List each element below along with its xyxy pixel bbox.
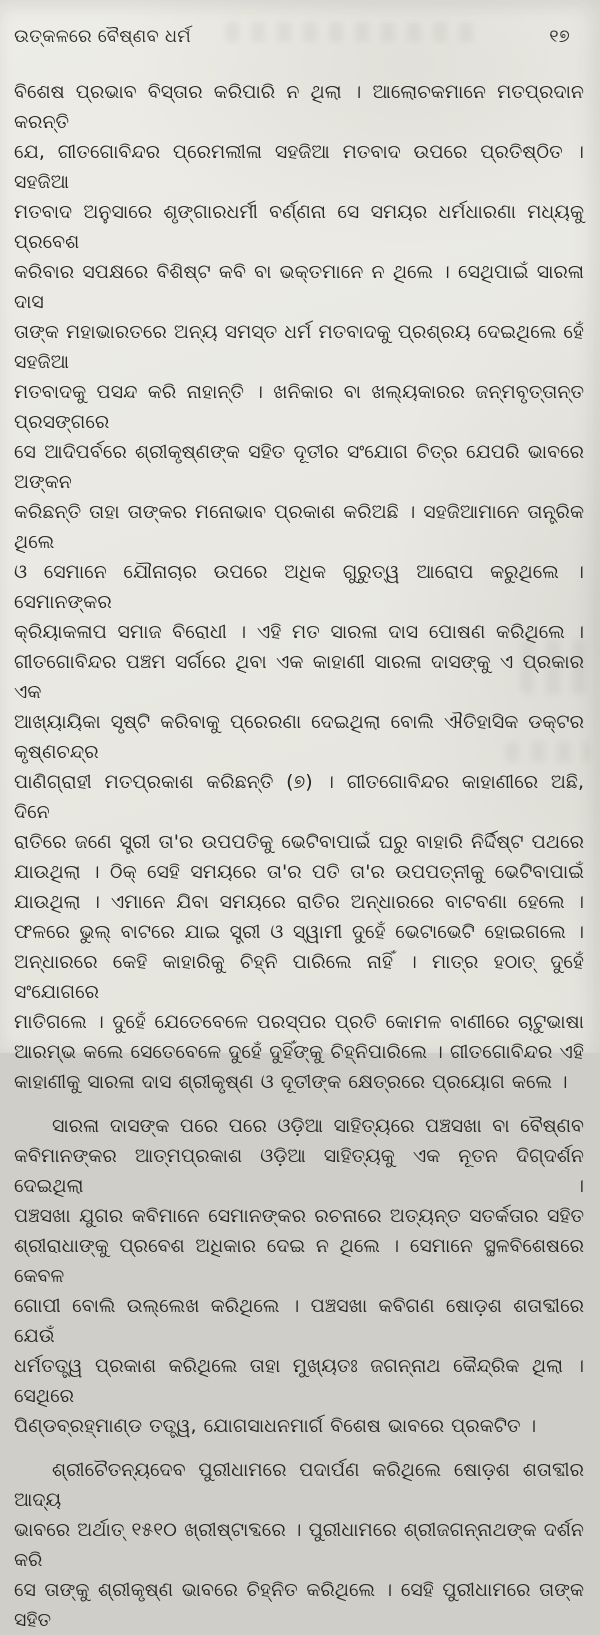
paragraph — [14, 1111, 584, 1441]
page-number: ୧୭ — [549, 26, 570, 47]
text-line: ଫଳରେ ଭୁଲ୍ ବାଟରେ ଯାଇ ସ୍ତ୍ରୀ ଓ ସ୍ୱାମୀ ଦୁହେଁ ଭେଟାଭେଟି ହୋଇଗଲେ । — [14, 921, 584, 943]
page-body — [14, 77, 584, 1635]
text-line: ରାତିରେ ଜଣେ ସ୍ତ୍ରୀ ତା'ର ଉପପତିକୁ ଭେଟିବାପାଇଁ ଘରୁ ବାହାରି ନିର୍ଦ୍ଦିଷ୍ଟ ପଥରେ — [14, 831, 584, 853]
text-line: ଗୀତଗୋବିନ୍ଦର ପଞ୍ଚମ ସର୍ଗରେ ଥିବା ଏକ କାହାଣୀ ସାରଳା ଦାସଙ୍କୁ ଏ ପ୍ରକାର ଏକ — [14, 651, 584, 703]
text-line: ସେ ତାଙ୍କୁ ଶ୍ରୀକୃଷ୍ଣ ଭାବରେ ଚିହ୍ନିତ କରିଥିଲେ । ସେହି ପୁରୀଧାମରେ ତାଙ୍କ ସହିତ — [14, 1579, 584, 1631]
text-line: ଧର୍ମତତ୍ତ୍ୱ ପ୍ରକାଶ କରିଥିଲେ ତାହା ମୁଖ୍ୟତଃ ଜଗନ୍ନାଥ କୈନ୍ଦ୍ରିକ ଥିଲା । ସେଥିରେ — [14, 1355, 584, 1407]
text-line: କରିଛନ୍ତି ତାହା ତାଙ୍କର ମନୋଭାବ ପ୍ରକାଶ କରିଅଛି । ସହଜିଆମାନେ ତାନ୍ତ୍ରିକ ଥିଲେ — [14, 501, 584, 553]
text-line: ମତବାଦକୁ ପସନ୍ଦ କରି ନାହାନ୍ତି । ଖନିକାର ବା ଖଲ୍ୟକାରର ଜନ୍ମବୃତ୍ତାନ୍ତ ପ୍ରସଙ୍ଗରେ — [14, 381, 584, 433]
text-line: କରିବାର ସପକ୍ଷରେ ବିଶିଷ୍ଟ କବି ବା ଭକ୍ତମାନେ ନ ଥିଲେ । ସେଥିପାଇଁ ସାରଳା ଦାସ — [14, 261, 584, 313]
text-line: ଯାଉଥିଲା । ଏମାନେ ଯିବା ସମୟରେ ରାତିର ଅନ୍ଧାରରେ ବାଟବଣା ହେଲେ । — [14, 891, 584, 913]
text-line: ମତବାଦ ଅନୁସାରେ ଶୃଙ୍ଗାରଧର୍ମୀ ବର୍ଣ୍ଣନା ସେ ସମୟର ଧର୍ମଧାରଣା ମଧ୍ୟକୁ ପ୍ରବେଶ — [14, 201, 584, 253]
text-line: ସାରଳା ଦାସଙ୍କ ପରେ ପରେ ଓଡ଼ିଆ ସାହିତ୍ୟରେ ପଞ୍ଚସଖା ବା ବୈଷ୍ଣବ — [52, 1115, 584, 1137]
text-line: ଆଖ୍ୟାୟିକା ସୃଷ୍ଟି କରିବାକୁ ପ୍ରେରଣା ଦେଇଥିଲା ବୋଲି ଐତିହାସିକ ଡକ୍ଟର କୃଷ୍ଣଚନ୍ଦ୍ର — [14, 711, 584, 763]
text-line: ଶ୍ରୀଚୈତନ୍ୟଦେବ ପୁରୀଧାମରେ ପଦାର୍ପଣ କରିଥିଲେ ଷୋଡ଼ଶ ଶତାବ୍ଦୀର ଆଦ୍ୟ — [14, 1459, 584, 1511]
text-line: କାହାଣୀକୁ ସାରଳା ଦାସ ଶ୍ରୀକୃଷ୍ଣ ଓ ଦୂତୀଙ୍କ କ୍ଷେତ୍ରରେ ପ୍ରୟୋଗ କଲେ । — [14, 1071, 568, 1093]
text-line: ଗୋପୀ ବୋଲି ଉଲ୍ଲେଖ କରିଥିଲେ । ପଞ୍ଚସଖା କବିଗଣ ଷୋଡ଼ଶ ଶତାବ୍ଦୀରେ ଯେଉଁ — [14, 1295, 584, 1347]
text-line: ଆରମ୍ଭ କଲେ ସେତେବେଳେ ଦୁହେଁ ଦୁହିଁଙ୍କୁ ଚିହ୍ନିପାରିଲେ । ଗୀତଗୋବିନ୍ଦର ଏହି — [14, 1041, 584, 1063]
text-line: ମାତିଗଲେ । ଦୁହେଁ ଯେତେବେଳେ ପରସ୍ପର ପ୍ରତି କୋମଳ ବାଣୀରେ ଚାଟୁଭାଷା — [14, 1011, 584, 1033]
text-line: କବିମାନଙ୍କର ଆତ୍ମପ୍ରକାଶ ଓଡ଼ିଆ ସାହିତ୍ୟକୁ ଏକ ନୂତନ ଦିଗ୍‌ଦର୍ଶନ ଦେଇଥିଲା । — [14, 1145, 584, 1197]
text-line: ଭାବରେ ଅର୍ଥାତ୍ ୧୫୧୦ ଖ୍ରୀଷ୍ଟାବ୍ଦରେ । ପୁରୀଧାମରେ ଶ୍ରୀଜଗନ୍ନାଥଙ୍କ ଦର୍ଶନ କରି — [14, 1519, 584, 1571]
page-header — [14, 24, 584, 50]
text-line: ଅନ୍ଧାରରେ କେହି କାହାରିକୁ ଚିହ୍ନି ପାରିଲେ ନାହିଁ । ମାତ୍ର ହଠାତ୍ ଦୁହେଁ ସଂଯୋଗରେ — [14, 951, 584, 1003]
paragraph — [14, 1455, 584, 1635]
text-line: ତାଙ୍କ ମହାଭାରତରେ ଅନ୍ୟ ସମସ୍ତ ଧର୍ମ ମତବାଦକୁ ପ୍ରଶ୍ରୟ ଦେଇଥିଲେ ହେଁ ସହଜିଆ — [14, 321, 584, 373]
running-title: ଉତ୍କଳରେ ବୈଷ୍ଣବ ଧର୍ମ — [14, 26, 191, 47]
text-line: ଶ୍ରୀରାଧାଙ୍କୁ ପ୍ରବେଶ ଅଧିକାର ଦେଇ ନ ଥିଲେ । ସେମାନେ ସ୍ଥଳବିଶେଷରେ କେବଳ — [14, 1235, 584, 1287]
text-line: ସେ ଆଦିପର୍ବରେ ଶ୍ରୀକୃଷ୍ଣଙ୍କ ସହିତ ଦୂତୀର ସଂଯୋଗ ଚିତ୍ର ଯେପରି ଭାବରେ ଅଙ୍କନ — [14, 441, 584, 493]
text-line: ପିଣ୍ଡବ୍ରହ୍ମାଣ୍ଡ ତତ୍ତ୍ୱ, ଯୋଗସାଧନମାର୍ଗ ବିଶେଷ ଭାବରେ ପ୍ରକଟିତ । — [14, 1415, 537, 1437]
text-line: ଯାଉଥିଲା । ଠିକ୍ ସେହି ସମୟରେ ତା'ର ପତି ତା'ର ଉପପତ୍ନୀକୁ ଭେଟିବାପାଇଁ — [14, 861, 584, 883]
text-line: ବିଶେଷ ପ୍ରଭାବ ବିସ୍ତାର କରିପାରି ନ ଥିଲା । ଆଲୋଚକମାନେ ମତପ୍ରଦାନ କରନ୍ତି — [14, 81, 584, 133]
text-line: ପଞ୍ଚସଖା ଯୁଗର କବିମାନେ ସେମାନଙ୍କର ରଚନାରେ ଅତ୍ୟନ୍ତ ସତର୍କତାର ସହିତ — [14, 1205, 584, 1227]
text-line: କ୍ରିୟାକଳାପ ସମାଜ ବିରୋଧୀ । ଏହି ମତ ସାରଳା ଦାସ ପୋଷଣ କରିଥିଲେ । — [14, 621, 584, 643]
paragraph — [14, 77, 584, 1097]
text-line: ଓ ସେମାନେ ଯୌନାଚାର ଉପରେ ଅଧିକ ଗୁରୁତ୍ୱ ଆରୋପ କରୁଥିଲେ । ସେମାନଙ୍କର — [14, 561, 584, 613]
text-line: ପାଣିଗ୍ରାହୀ ମତପ୍ରକାଶ କରିଛନ୍ତି (୭) । ଗୀତଗୋବିନ୍ଦର କାହାଣୀରେ ଅଛି, ଦିନେ — [14, 771, 584, 823]
text-line: ଯେ, ଗୀତଗୋବିନ୍ଦର ପ୍ରେମଲୀଳା ସହଜିଆ ମତବାଦ ଉପରେ ପ୍ରତିଷ୍ଠିତ । ସହଜିଆ — [14, 141, 584, 193]
